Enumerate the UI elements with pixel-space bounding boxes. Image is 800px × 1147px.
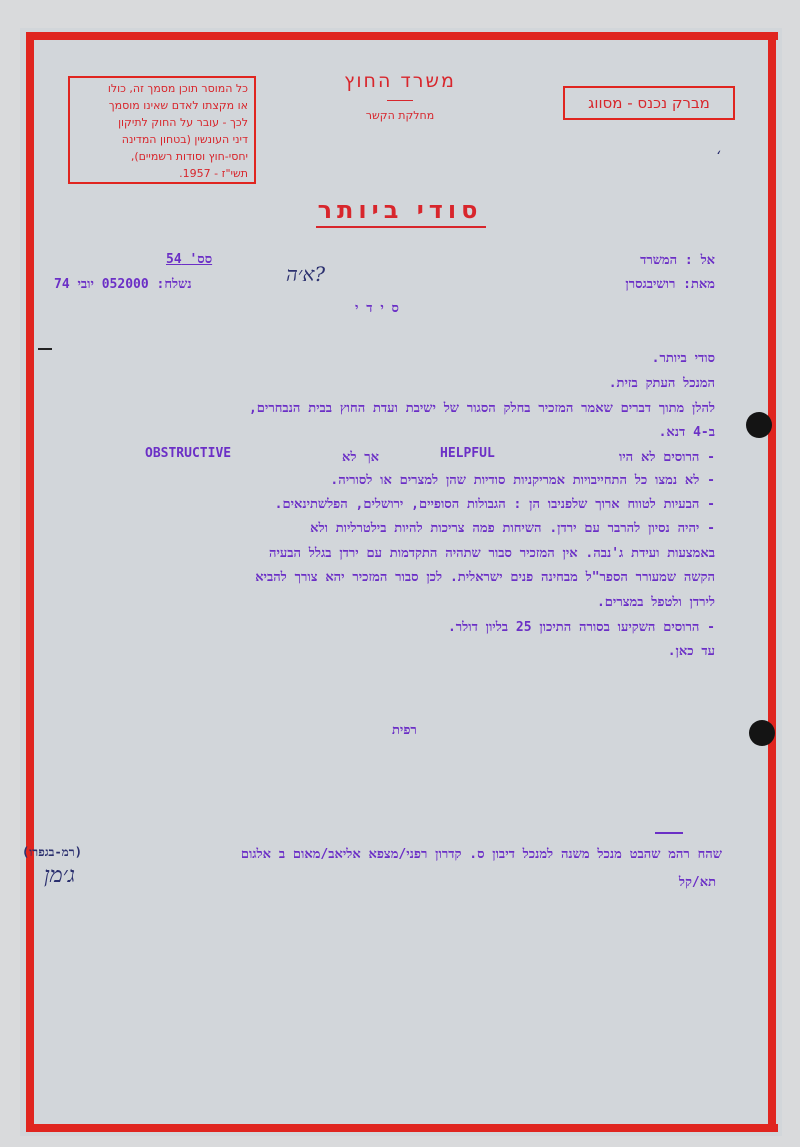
obstructive-word: OBSTRUCTIVE xyxy=(145,446,232,461)
helpful-word: HELPFUL xyxy=(440,446,495,461)
red-border-bottom xyxy=(26,1124,778,1132)
red-border-left xyxy=(26,32,34,1132)
body-line: - לא נמצו כל התחייבויות אמריקניות סודיות שהן למצרים או לסוריה. xyxy=(330,473,715,488)
ministry-header xyxy=(320,70,480,122)
body-line: סודי ביותר. xyxy=(651,351,715,366)
legal-warning-box xyxy=(68,76,256,184)
handwritten-note: א׳ה? xyxy=(286,262,326,286)
classification-underline xyxy=(316,226,486,228)
ministry-department: מחלקת הקשר xyxy=(365,109,435,122)
binder-hole-bottom xyxy=(749,720,775,746)
message-number: סס' 54 xyxy=(166,252,213,267)
handwritten-signature: ג׳מן xyxy=(44,863,75,888)
red-border-right xyxy=(768,32,776,1132)
classification-heading xyxy=(300,196,500,224)
classification-text: סודי ביותר xyxy=(317,196,483,224)
signature: רפית xyxy=(392,723,417,738)
binder-hole-top xyxy=(746,412,772,438)
from-line: מאת: רושיבגסרן xyxy=(625,277,715,292)
body-line: - הרוסים לא היו xyxy=(618,450,715,465)
distribution-bracket: (רמ-בגפרו) xyxy=(22,845,82,859)
warning-line: כל המוסר תוכן מסמך זה, כולו xyxy=(107,82,248,95)
body-line: לירדן ולטפל במצרים. xyxy=(596,595,715,610)
body-line: - הרוסים השקיעו בסורה התיכון 25 בליון דולר. xyxy=(447,620,715,635)
header-divider xyxy=(387,100,413,101)
body-line: ב-4 דנא. xyxy=(658,425,715,440)
body-line: להלן מתוך דברים שאמר המזכיר בחלק הסגור של ישיבת ועדת החוץ בבית הנבחרים, xyxy=(248,401,715,416)
warning-line: יחסי-חוץ וסודות רשמיים), xyxy=(130,150,248,163)
body-line: באמצעות ועידת ג'נבה. אין המזכיר סבור שתהיה התקדמות עם ירדן בגלל הבעיה xyxy=(268,546,715,561)
margin-mark xyxy=(38,348,52,350)
body-line: - הבעיות לטווח ארוך שלפניבו הן : הגבולות הסופיים, ירושלים, הפלשתינאים. xyxy=(274,497,715,512)
body-line: עד כאן. xyxy=(667,644,715,659)
warning-line: או מקצתו לאדם שאינו מוסמך xyxy=(108,99,248,112)
warning-line: לכך - עובר על החוק לתיקון xyxy=(118,116,248,129)
body-line: - יהיה נסיון להרבר עם ירדן. השיחות פמה צריכות להיות בילטרליות ולא xyxy=(310,521,715,536)
ministry-name: משרד החוץ xyxy=(344,70,456,92)
to-line: אל : המשרד xyxy=(640,253,715,268)
category-label: ס י ד י xyxy=(355,301,399,316)
warning-line: דיני העונשין (בטחון המדינה xyxy=(121,133,248,146)
incoming-classified-stamp: מברק נכנס - מסווג xyxy=(563,86,735,120)
sent-time-line: נשלח: 052000 יובי 74 xyxy=(54,277,192,292)
body-line: הקשה שמעורר הספר"ל מבחינה פנים ישראלית. לכן סבור המזכיר יהא צורך להביא xyxy=(255,570,715,585)
filing-line: תא/קל xyxy=(678,875,716,890)
red-border-top xyxy=(26,32,778,40)
distribution-rule xyxy=(655,832,683,834)
warning-line: תשי"ז - 1957. xyxy=(179,167,248,180)
body-line: המנכל העתק בזית. xyxy=(608,376,715,391)
distribution-line: שהח רהמ שהבט מנכל משנה למנכל דיבון ס. קדרון רפני/מצפא אליאב/מאום ב אלגום xyxy=(240,847,722,862)
but-not-words: אך לא xyxy=(342,450,379,465)
pen-mark: ، xyxy=(716,142,721,158)
